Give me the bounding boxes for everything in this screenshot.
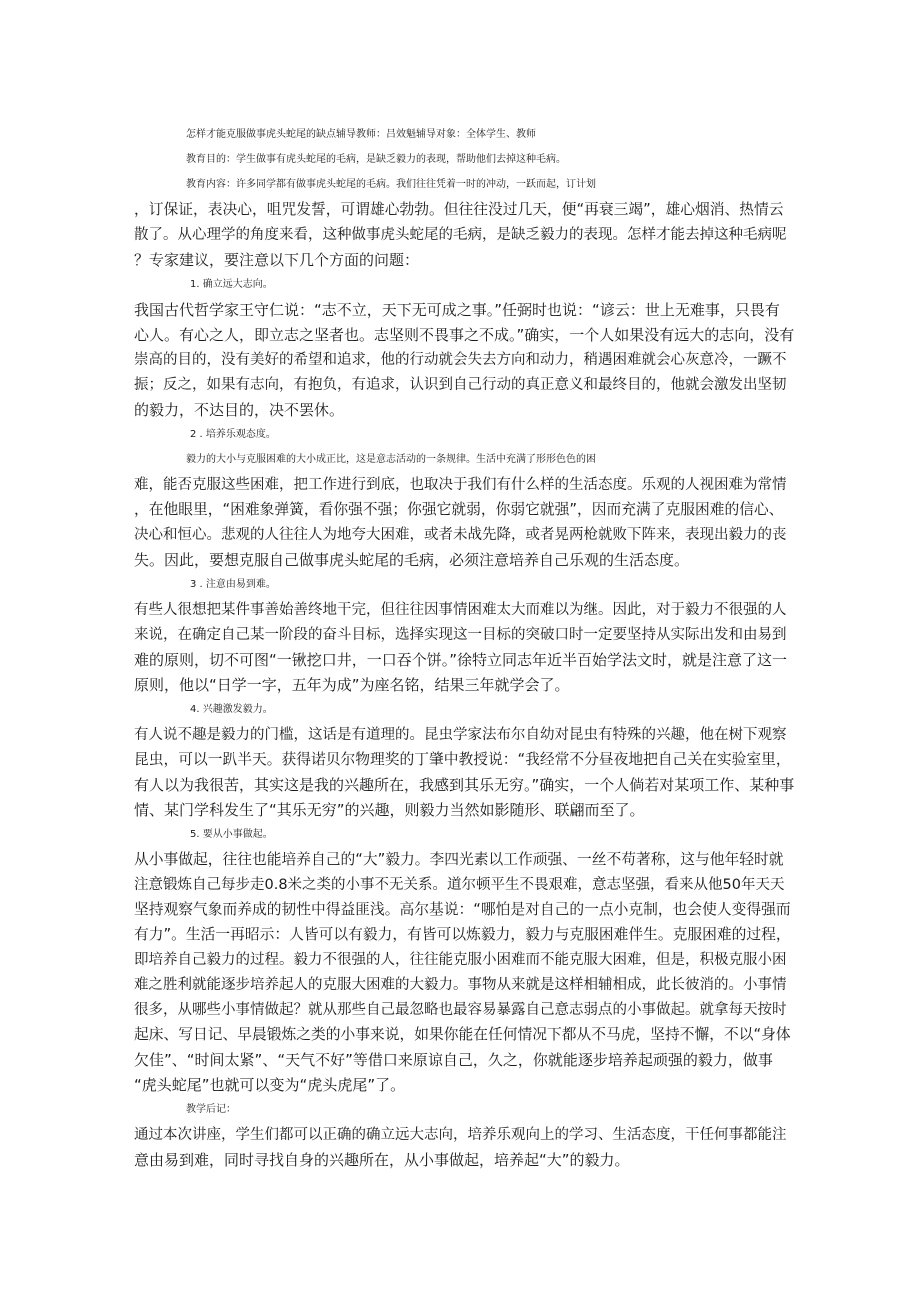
section-paragraph-line: 毅力的大小与克服困难的大小成正比，这是意志活动的一条规律。生活中充满了形形色色的困 — [186, 454, 596, 465]
section-paragraph-line: 欠佳”、“时间太紧”、“天气不好”等借口来原谅自己，久之，你就能逐步培养起顽强的毅力，做事 — [134, 1051, 773, 1069]
section-paragraph-line: 决心和恒心。悲观的人往往人为地夸大困难，或者未战先降，或者晃两枪就败下阵来，表现出毅力的丧 — [134, 527, 787, 543]
section-paragraph-line: 原则，他以“日学一字，五年为成”为座名铭，结果三年就学会了。 — [134, 676, 570, 694]
section-paragraph-line: 难之胜利就能逐步培养起人的克服大困难的大毅力。事物从来就是这样相辅相成，此长彼消的。小事情 — [134, 977, 787, 993]
content-intro-line: 散了。从心理学的角度来看，这种做事虎头蛇尾的毛病，是缺乏毅力的表现。怎样才能去掉这种毛病呢 — [134, 227, 787, 243]
section-paragraph-line: 难的原则，切不可图“一锹挖口井，一口吞个饼。”徐特立同志年近半百始学法文时，就是注意了这一 — [134, 651, 788, 669]
section-paragraph-line: 很多，从哪些小事情做起？就从那些自己最忽略也最容易暴露自己意志弱点的小事做起。就拿每天按时 — [134, 1002, 787, 1018]
section-heading: 5. 要从小事做起。 — [190, 829, 273, 840]
postscript-line: 通过本次讲座，学生们都可以正确的确立远大志向，培养乐观向上的学习、生活态度，干任何事都能注 — [134, 1127, 787, 1143]
section-paragraph-line: 昆虫，可以一趴半天。获得诺贝尔物理奖的丁肇中教授说：“我经常不分昼夜地把自己关在实验室里， — [134, 751, 791, 768]
section-paragraph-line: 坚持观察气象而养成的韧性中得益匪浅。高尔基说：“哪怕是对自己的一点小克制，也会使人变得强而 — [134, 901, 791, 918]
section-paragraph-line: 失。因此，要想克服自己做事虎头蛇尾的毛病，必须注意培养自己乐观的生活态度。 — [134, 551, 690, 569]
section-paragraph-line: 我国古代哲学家王守仁说：“志不立，天下无可成之事。”任弼时也说：“谚云：世上无难事，只畏有 — [134, 301, 780, 319]
content-intro-line: 教育内容：许多同学都有做事虎头蛇尾的毛病。我们往往凭着一时的冲动，一跃而起，订计划 — [186, 179, 596, 190]
education-purpose: 教育目的：学生做事有虎头蛇尾的毛病，是缺乏毅力的表现，帮助他们去掉这种毛病。 — [186, 154, 566, 165]
section-heading: 2 . 培养乐观态度。 — [190, 429, 276, 440]
section-paragraph-line: 有些人很想把某件事善始善终地干完，但往往因事情困难太大而难以为继。因此，对于毅力不很强的人 — [134, 602, 787, 618]
section-paragraph-line: 起床、写日记、早晨锻炼之类的小事来说，如果你能在任何情况下都从不马虎，坚持不懈，不以“身体 — [134, 1026, 791, 1043]
postscript-line: 意由易到难，同时寻找自身的兴趣所在，从小事做起，培养起“大”的毅力。 — [134, 1151, 630, 1169]
section-heading: 1. 确立远大志向。 — [190, 279, 273, 290]
postscript-heading: 教学后记： — [186, 1104, 236, 1115]
section-paragraph-line: 难，能否克服这些困难，把工作进行到底，也取决于我们有什么样的生活态度。乐观的人视困难为常情 — [134, 477, 787, 493]
section-paragraph-line: 有人说不趣是毅力的门槛，这话是有道理的。昆虫学家法布尔自幼对昆虫有特殊的兴趣，他在树下观察 — [134, 727, 787, 743]
section-heading: 3 . 注意由易到难。 — [190, 579, 276, 590]
content-intro-line: ，订保证，表决心，咀咒发誓，可谓雄心勃勃。但往往没过几天，便“再衰三竭”，雄心烟消、热情云 — [134, 201, 784, 218]
section-paragraph-line: “虎头蛇尾”也就可以变为“虎头虎尾”了。 — [134, 1076, 406, 1094]
section-paragraph-line: 来说，在确定自己某一阶段的奋斗目标，选择实现这一目标的突破口时一定要坚持从实际出发和由易到 — [134, 627, 787, 643]
document-title-line: 怎样才能克服做事虎头蛇尾的缺点辅导教师：吕效魁辅导对象：全体学生、教师 — [186, 129, 536, 140]
content-intro-line: ？专家建议，要注意以下几个方面的问题： — [134, 251, 420, 269]
section-paragraph-line: 注意锻炼自己每步走0.8米之类的小事不无关系。道尔顿平生不畏艰难，意志坚强，看来从他50年天天 — [134, 877, 785, 893]
section-paragraph-line: 振；反之，如果有志向，有抱负，有追求，认识到自己行动的真正意义和最终目的，他就会激发出坚韧 — [134, 377, 787, 393]
section-paragraph-line: 即培养自己毅力的过程。毅力不很强的人，往往能克服小困难而不能克服大困难，但是，积极克服小困 — [134, 952, 787, 968]
section-heading: 4. 兴趣激发毅力。 — [190, 704, 273, 715]
section-paragraph-line: 的毅力，不达目的，决不罢休。 — [134, 401, 345, 419]
section-paragraph-line: 心人。有心之人，即立志之坚者也。志坚则不畏事之不成。”确实，一个人如果没有远大的志向，没有 — [134, 326, 795, 344]
section-paragraph-line: 情、某门学科发生了“其乐无穷”的兴趣，则毅力当然如影随形、联翩而至了。 — [134, 801, 645, 819]
section-paragraph-line: 有人以为我很苦，其实这是我的兴趣所在，我感到其乐无穷。”确实，一个人倘若对某项工作、某种事 — [134, 776, 795, 794]
section-paragraph-line: ，在他眼里，“困难象弹簧，看你强不强；你强它就弱，你弱它就强”，因而充满了克服困难的信心、 — [134, 501, 784, 518]
section-paragraph-line: 崇高的目的，没有美好的希望和追求，他的行动就会失去方向和动力，稍遇困难就会心灰意冷，一蹶不 — [134, 352, 787, 368]
section-paragraph-line: 有力”。生活一再昭示：人皆可以有毅力，有皆可以炼毅力，毅力与克服困难伴生。克服困难的过程， — [134, 926, 791, 943]
section-paragraph-line: 从小事做起，往往也能培养自己的“大”毅力。李四光素以工作顽强、一丝不苟著称，这与他年轻时就 — [134, 851, 784, 868]
